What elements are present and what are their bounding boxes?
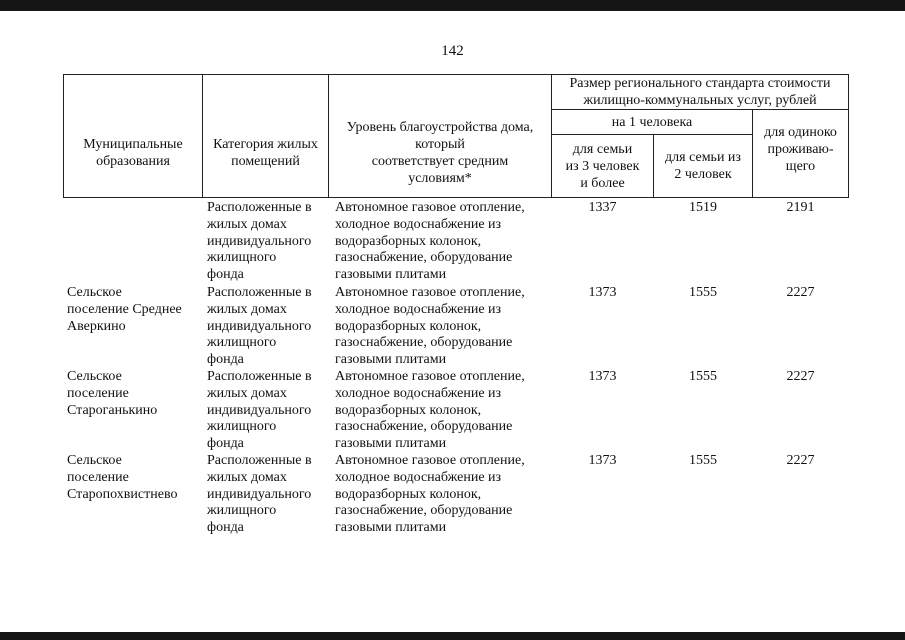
header-per-person: на 1 человека: [611, 114, 693, 130]
family3-value: 1373: [588, 369, 617, 384]
single-value: 2227: [786, 453, 815, 468]
table-row: [63, 369, 849, 453]
category-cell: Расположенные в жилых домах индивидуального жилищного фонда: [207, 285, 312, 368]
header-border-right: [848, 74, 849, 198]
municipality-cell: Сельское поселение Среднее Аверкино: [67, 285, 182, 334]
amenities-cell: Автономное газовое отопление, холодное водоснабжение из водоразборных колонок, газоснабжение, оборудование газовыми плитами: [335, 285, 525, 368]
scan-border-top: [0, 0, 905, 11]
table-header: [63, 74, 849, 198]
municipality-cell: Сельское поселение Староганькино: [67, 369, 158, 418]
amenities-cell: Автономное газовое отопление, холодное водоснабжение из водоразборных колонок, газоснабжение, оборудование газовыми плитами: [335, 200, 525, 283]
page-number: 142: [441, 43, 464, 59]
table-row: [63, 285, 849, 369]
header-family2: для семьи из 2 человек: [665, 150, 741, 182]
family3-value: 1373: [588, 453, 617, 468]
family2-value: 1519: [689, 200, 717, 215]
single-value: 2191: [786, 200, 815, 215]
family2-value: 1555: [689, 453, 717, 468]
single-value: 2227: [786, 369, 815, 384]
municipality-cell: Сельское поселение Старопохвистнево: [67, 453, 178, 502]
header-standard: Размер регионального стандарта стоимости жилищно-коммунальных услуг, рублей: [569, 76, 831, 108]
header-amenities: Уровень благоустройства дома, который соответствует средним условиям*: [346, 120, 534, 186]
family2-value: 1555: [689, 369, 717, 384]
single-value: 2227: [786, 285, 815, 300]
header-border-bottom: [63, 197, 849, 198]
family2-value: 1555: [689, 285, 717, 300]
category-cell: Расположенные в жилых домах индивидуального жилищного фонда: [207, 200, 312, 283]
amenities-cell: Автономное газовое отопление, холодное водоснабжение из водоразборных колонок, газоснабжение, оборудование газовыми плитами: [335, 453, 525, 536]
category-cell: Расположенные в жилых домах индивидуального жилищного фонда: [207, 453, 312, 536]
category-cell: Расположенные в жилых домах индивидуального жилищного фонда: [207, 369, 312, 452]
table-row: [63, 453, 849, 537]
family3-value: 1373: [588, 285, 617, 300]
amenities-cell: Автономное газовое отопление, холодное водоснабжение из водоразборных колонок, газоснабжение, оборудование газовыми плитами: [335, 369, 525, 452]
header-single: для одиноко проживаю- щего: [764, 124, 837, 174]
header-municipality: Муниципальные образования: [83, 137, 183, 169]
header-category: Категория жилых помещений: [213, 137, 318, 169]
header-family3: для семьи из 3 человек и более: [565, 141, 640, 191]
family3-value: 1337: [588, 200, 617, 215]
table-row: [63, 200, 849, 284]
scan-border-bottom: [0, 632, 905, 640]
